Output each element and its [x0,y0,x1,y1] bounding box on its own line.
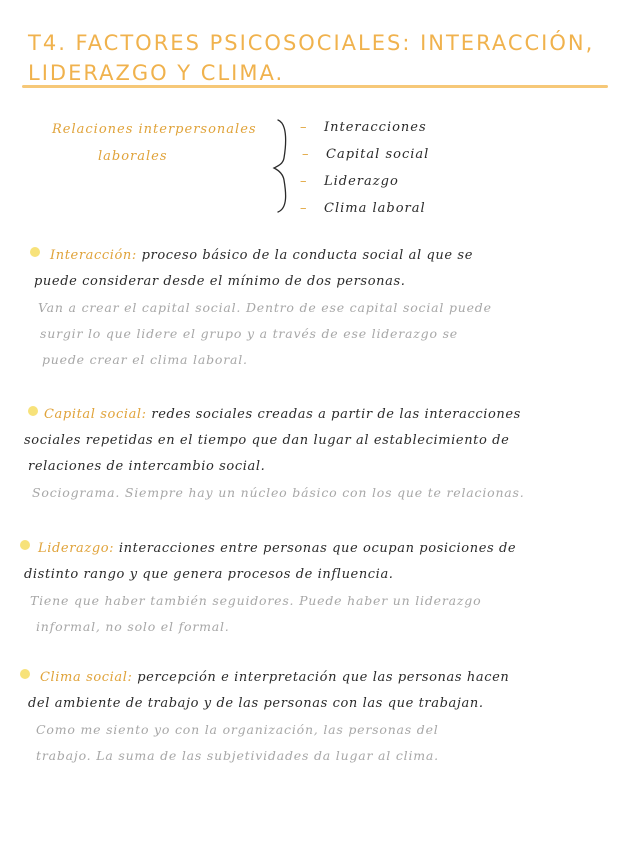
section-clima-social [24,665,609,769]
section-liderazgo [24,536,609,640]
dash-icon: – [302,147,310,162]
definition-line: Clima social: percepción e interpretación que las personas hacen [40,670,510,685]
list-item [300,168,429,195]
list-item-label: Clima laboral [324,201,426,216]
definition-line: del ambiente de trabajo y de las personas con las que trabajan. [28,696,484,711]
dash-icon: – [300,201,308,216]
dash-icon: – [300,120,308,135]
note-line: Van a crear el capital social. Dentro de ese capital social puede [38,300,492,315]
list-item-label: Liderazgo [324,174,399,189]
bullet-dot-icon [28,406,38,416]
list-item-label: Capital social [326,147,430,162]
bullet-dot-icon [20,540,30,550]
title-underline [22,85,608,88]
term-label: Liderazgo: [38,541,115,556]
relaciones-label [52,116,257,170]
list-item [300,141,429,168]
term-label: Capital social: [44,407,147,422]
title-line-2: LIDERAZGO Y CLIMA. [28,61,285,85]
definition-line: Interacción: proceso básico de la conducta social al que se [50,248,473,263]
curly-brace-icon [272,118,296,214]
definition-line: sociales repetidas en el tiempo que dan lugar al establecimiento de [24,433,510,448]
bullet-dot-icon [20,669,30,679]
definition-line: puede considerar desde el mínimo de dos personas. [34,274,406,289]
section-capital-social [24,402,609,506]
relaciones-label-line-2: laborales [98,149,168,164]
relaciones-list [300,114,429,222]
note-line: puede crear el clima laboral. [42,352,248,367]
term-label: Interacción: [50,248,137,263]
relaciones-label-line-1: Relaciones interpersonales [52,122,257,137]
note-line: Tiene que haber también seguidores. Puede haber un liderazgo [30,593,482,608]
note-line: informal, no solo el formal. [36,619,230,634]
section-interaccion [24,243,609,373]
list-item [300,195,429,222]
title-line-1: T4. FACTORES PSICOSOCIALES: INTERACCIÓN, [28,31,595,55]
note-line: trabajo. La suma de las subjetividades da lugar al clima. [36,748,439,763]
list-item [300,114,429,141]
bullet-dot-icon [30,247,40,257]
list-item-label: Interacciones [324,120,427,135]
definition-line: distinto rango y que genera procesos de influencia. [24,567,394,582]
note-line: surgir lo que lidere el grupo y a través de ese liderazgo se [40,326,458,341]
note-line: Como me siento yo con la organización, las personas del [36,722,439,737]
definition-line: relaciones de intercambio social. [28,459,266,474]
term-label: Clima social: [40,670,133,685]
dash-icon: – [300,174,308,189]
note-line: Sociograma. Siempre hay un núcleo básico con los que te relacionas. [32,485,525,500]
definition-line: Capital social: redes sociales creadas a partir de las interacciones [44,407,521,422]
definition-line: Liderazgo: interacciones entre personas que ocupan posiciones de [38,541,517,556]
page-title [28,28,608,88]
